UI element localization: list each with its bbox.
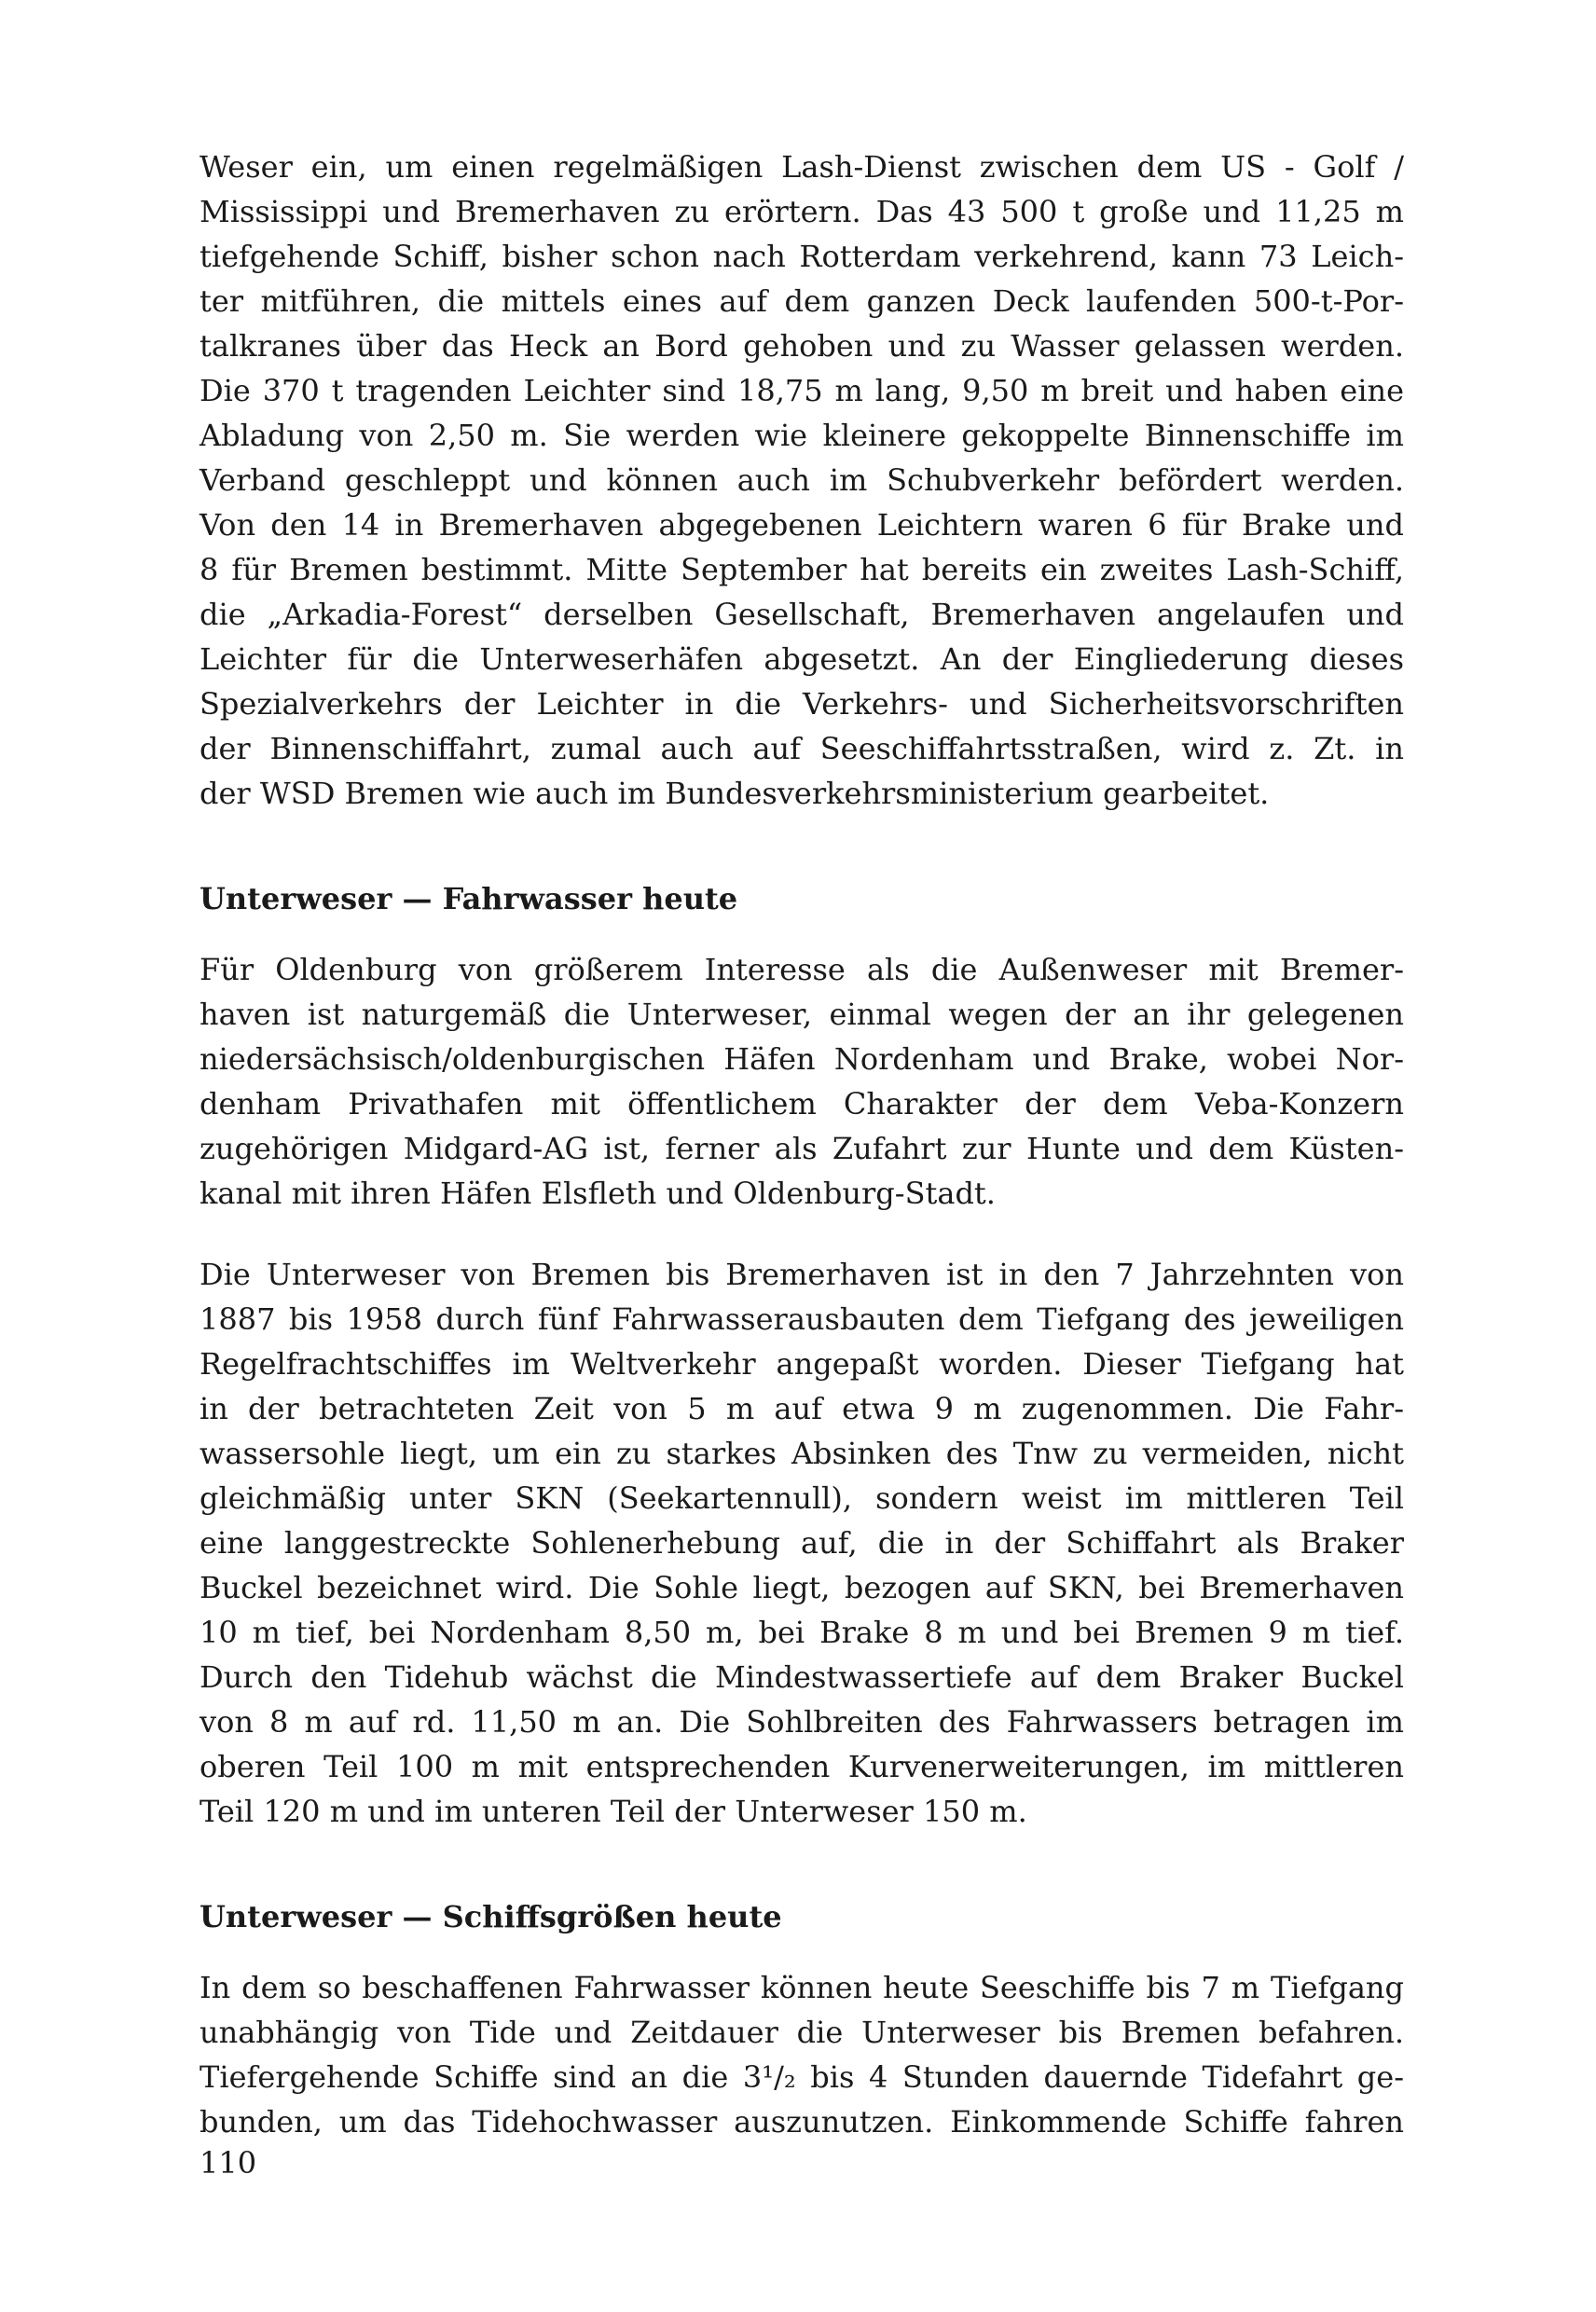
text-line: Die 370 t tragenden Leichter sind 18,75 m lang, 9,50 m breit und haben eine — [200, 373, 1404, 408]
text-line: bunden, um das Tidehochwasser auszunutzen. Einkommende Schiffe fahren — [200, 2104, 1404, 2140]
paragraph-fairway-development — [200, 1252, 1404, 1834]
text-line: Buckel bezeichnet wird. Die Sohle liegt, bezogen auf SKN, bei Bremerhaven — [200, 1570, 1404, 1605]
text-line: Die Unterweser von Bremen bis Bremerhaven ist in den 7 Jahrzehnten von — [200, 1257, 1404, 1292]
text-line: die „Arkadia-Forest“ derselben Gesellschaft, Bremerhaven angelaufen und — [200, 597, 1404, 632]
text-line: Leichter für die Unterweserhäfen abgesetzt. An der Eingliederung dieses — [200, 641, 1404, 677]
text-line: 1887 bis 1958 durch fünf Fahrwasserausbauten dem Tiefgang des jeweiligen — [200, 1301, 1404, 1337]
paragraph-lash-service — [200, 144, 1404, 816]
text-line: der Binnenschiffahrt, zumal auch auf Seeschiffahrtsstraßen, wird z. Zt. in — [200, 731, 1404, 766]
section-heading-schiffsgroessen: Unterweser — Schiffsgrößen heute — [200, 1899, 782, 1934]
text-line: Durch den Tidehub wächst die Mindestwassertiefe auf dem Braker Buckel — [200, 1659, 1404, 1695]
text-line: 8 für Bremen bestimmt. Mitte September hat bereits ein zweites Lash-Schiff, — [200, 552, 1404, 587]
section-heading-fahrwasser: Unterweser — Fahrwasser heute — [200, 881, 738, 916]
text-line: Abladung von 2,50 m. Sie werden wie kleinere gekoppelte Binnenschiffe im — [200, 418, 1404, 453]
text-line: tiefgehende Schiff, bisher schon nach Rotterdam verkehrend, kann 73 Leich- — [200, 239, 1404, 274]
text-line: Spezialverkehrs der Leichter in die Verkehrs- und Sicherheitsvorschriften — [200, 686, 1404, 722]
text-line: Tiefergehende Schiffe sind an die 3¹/₂ bis 4 Stunden dauernde Tidefahrt ge- — [200, 2059, 1404, 2095]
paragraph-ship-sizes — [200, 1965, 1404, 2144]
text-line: niedersächsisch/oldenburgischen Häfen Nordenham und Brake, wobei Nor- — [200, 1041, 1404, 1077]
text-line: kanal mit ihren Häfen Elsfleth und Oldenburg-Stadt. — [200, 1176, 996, 1211]
text-line: Verband geschleppt und können auch im Schubverkehr befördert werden. — [200, 462, 1404, 498]
text-line: Teil 120 m und im unteren Teil der Unterweser 150 m. — [200, 1794, 1027, 1829]
text-line: in der betrachteten Zeit von 5 m auf etwa 9 m zugenommen. Die Fahr- — [200, 1391, 1404, 1426]
text-line: zugehörigen Midgard-AG ist, ferner als Zufahrt zur Hunte und dem Küsten- — [200, 1131, 1404, 1166]
paragraph-oldenburg-interest — [200, 947, 1404, 1216]
text-line: Regelfrachtschiffes im Weltverkehr angepaßt worden. Dieser Tiefgang hat — [200, 1346, 1404, 1382]
text-line: haven ist naturgemäß die Unterweser, einmal wegen der an ihr gelegenen — [200, 997, 1404, 1032]
text-line: oberen Teil 100 m mit entsprechenden Kurvenerweiterungen, im mittleren — [200, 1749, 1404, 1784]
text-line: wassersohle liegt, um ein zu starkes Absinken des Tnw zu vermeiden, nicht — [200, 1436, 1404, 1471]
text-line: Weser ein, um einen regelmäßigen Lash-Dienst zwischen dem US - Golf / — [200, 149, 1404, 185]
text-line: In dem so beschaffenen Fahrwasser können heute Seeschiffe bis 7 m Tiefgang — [200, 1970, 1404, 2005]
text-line: Für Oldenburg von größerem Interesse als die Außenweser mit Bremer- — [200, 952, 1404, 987]
text-line: Von den 14 in Bremerhaven abgegebenen Leichtern waren 6 für Brake und — [200, 507, 1404, 543]
page-body — [200, 144, 1404, 2144]
text-line: talkranes über das Heck an Bord gehoben und zu Wasser gelassen werden. — [200, 328, 1404, 364]
text-line: 10 m tief, bei Nordenham 8,50 m, bei Brake 8 m und bei Bremen 9 m tief. — [200, 1615, 1404, 1650]
text-line: ter mitführen, die mittels eines auf dem ganzen Deck laufenden 500-t-Por- — [200, 283, 1404, 319]
text-line: Mississippi und Bremerhaven zu erörtern. Das 43 500 t große und 11,25 m — [200, 194, 1404, 229]
page-number: 110 — [200, 2145, 257, 2181]
text-line: der WSD Bremen wie auch im Bundesverkehrsministerium gearbeitet. — [200, 776, 1270, 811]
text-line: von 8 m auf rd. 11,50 m an. Die Sohlbreiten des Fahrwassers betragen im — [200, 1704, 1404, 1740]
text-line: unabhängig von Tide und Zeitdauer die Unterweser bis Bremen befahren. — [200, 2015, 1404, 2050]
text-line: eine langgestreckte Sohlenerhebung auf, die in der Schiffahrt als Braker — [200, 1525, 1404, 1561]
text-line: denham Privathafen mit öffentlichem Charakter der dem Veba-Konzern — [200, 1086, 1404, 1122]
text-line: gleichmäßig unter SKN (Seekartennull), sondern weist im mittleren Teil — [200, 1480, 1404, 1516]
